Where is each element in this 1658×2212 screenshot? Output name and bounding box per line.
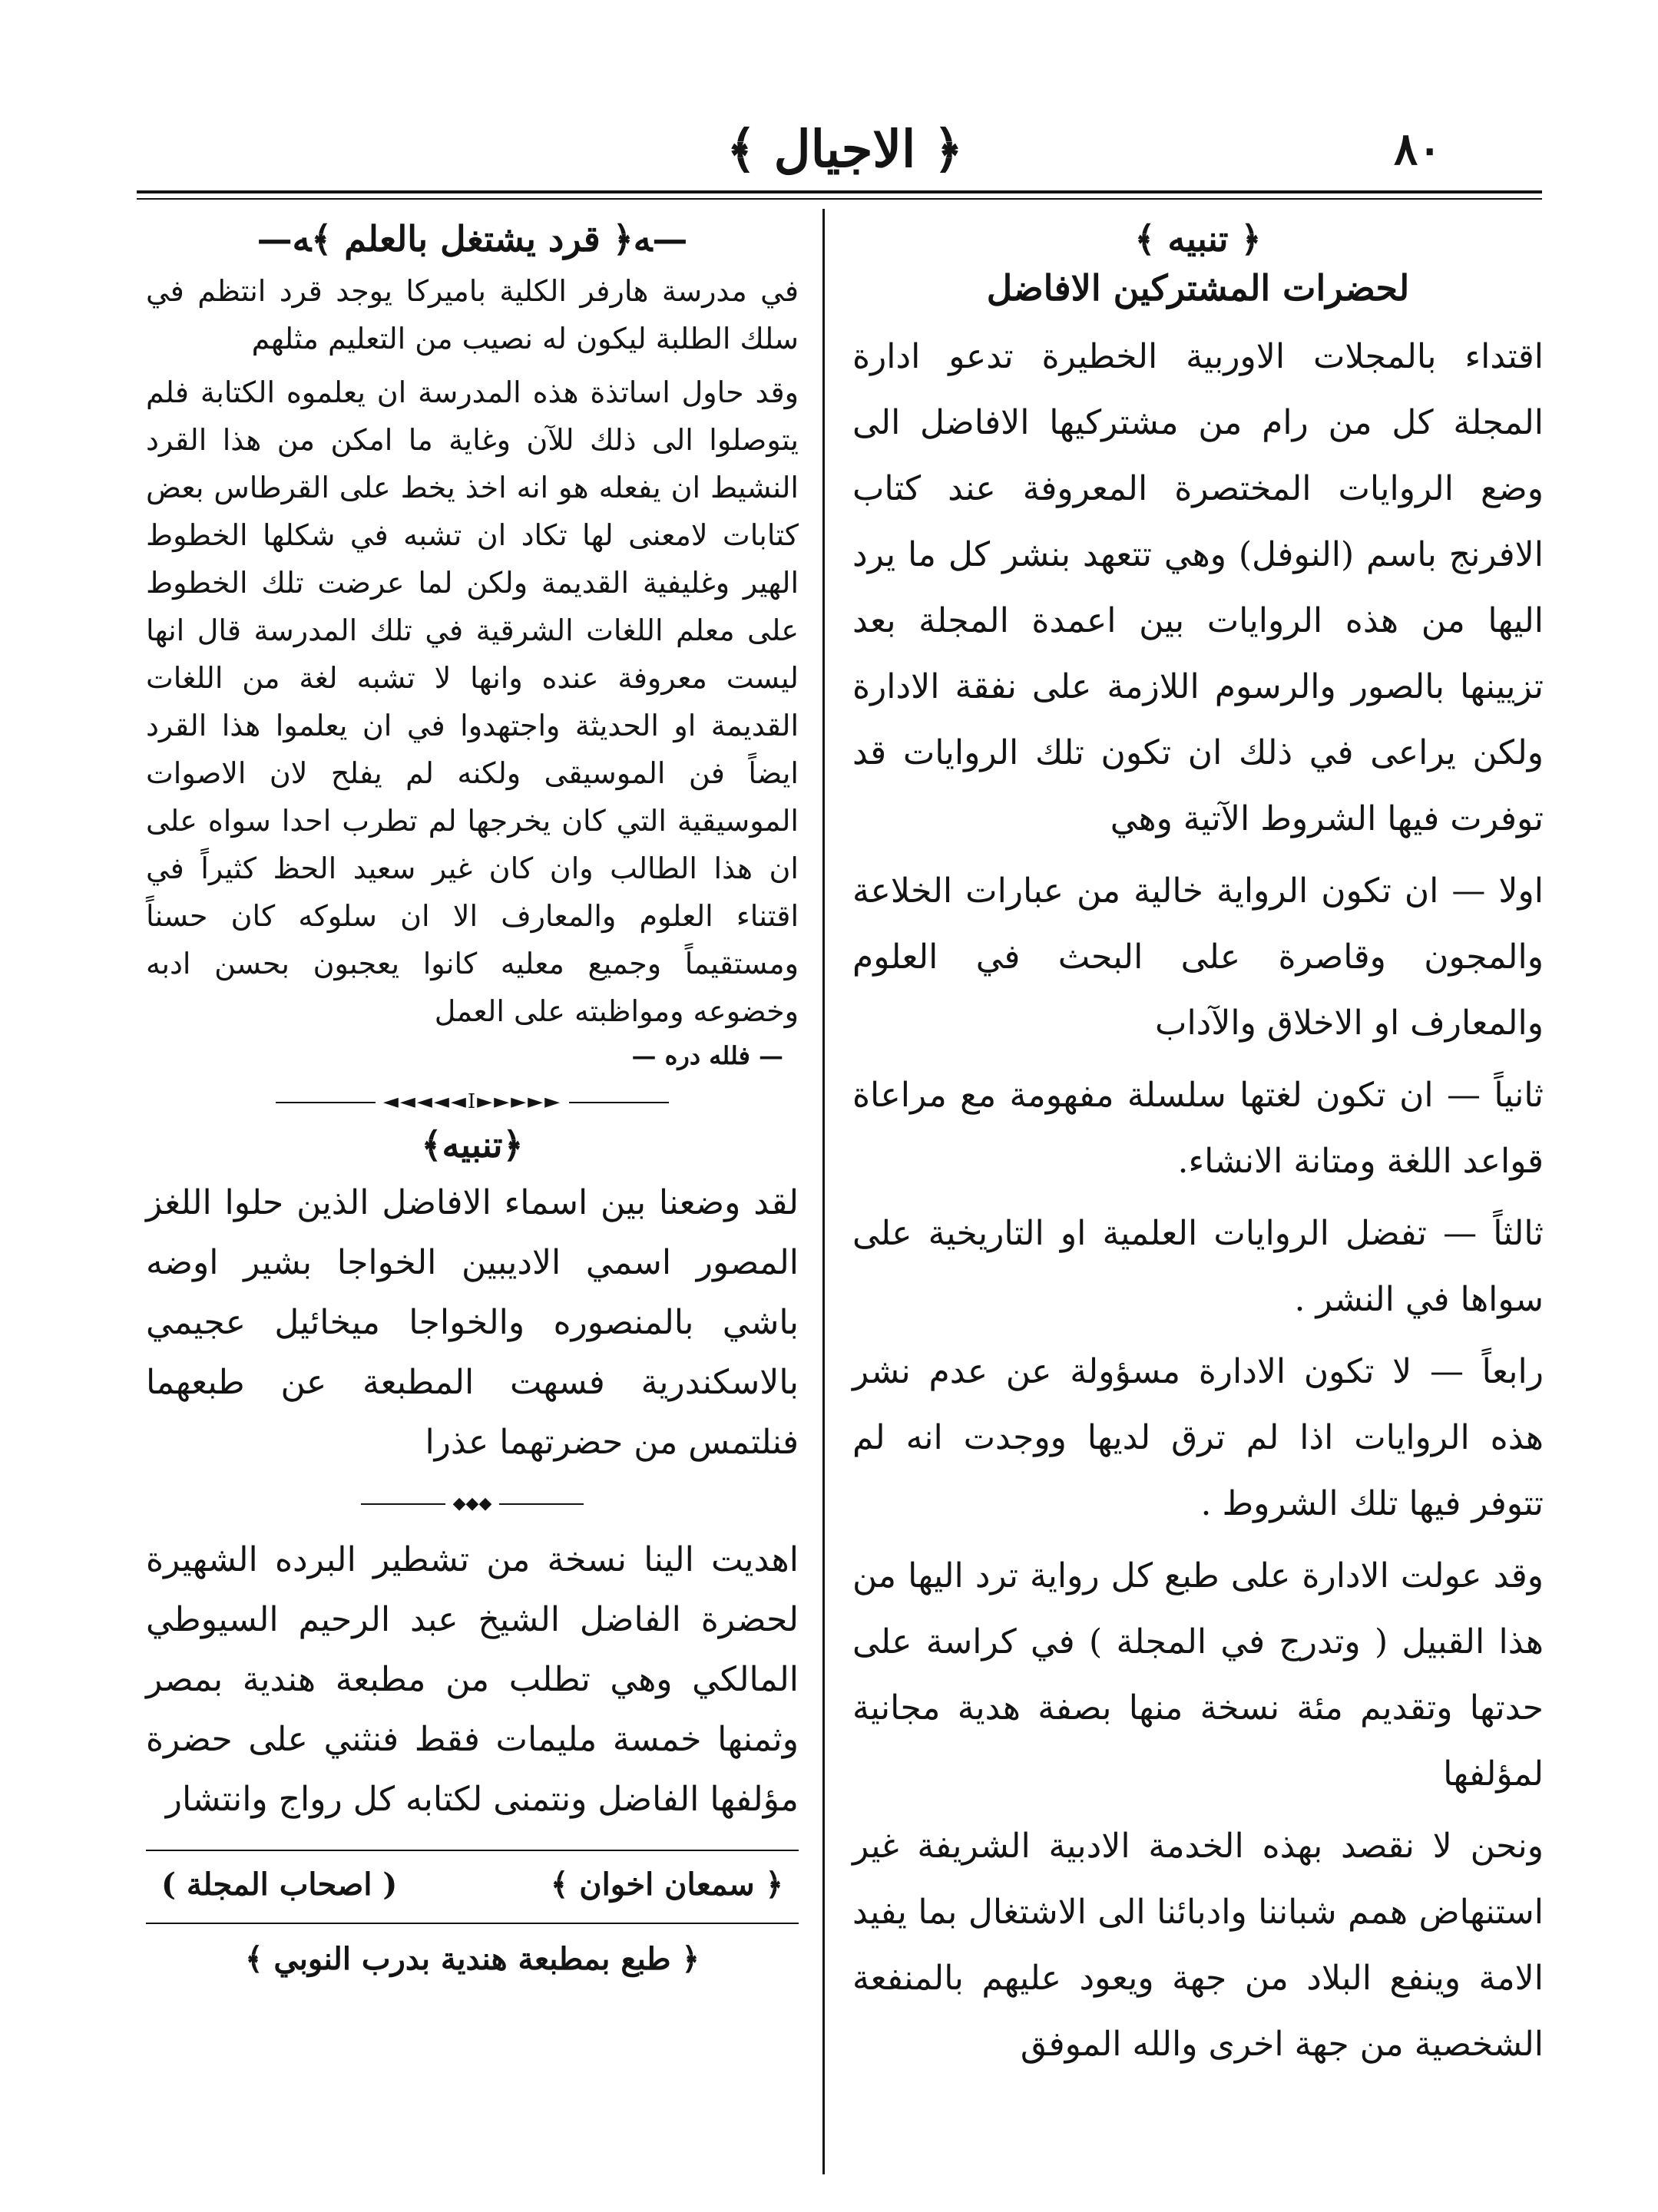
right-column — [852, 207, 1544, 2084]
owners-signature: ( اصحاب المجلة ) — [161, 1866, 398, 1903]
divider-ornament-glyphs: ◆◆◆ — [452, 1494, 492, 1513]
correction-paragraph: لقد وضعنا بين اسماء الافاضل الذين حلوا اللغز المصور اسمي الاديبين الخواجا بشير اوضه باشي بالمنصوره والخواجا ميخائيل عجيمي بالاسكندرية فسهت المطبعة عن طبعهما فنلتمس من حضرتهما عذرا — [146, 1183, 799, 1462]
signatures — [146, 1866, 799, 1903]
journal-title: ﴿ الاجيال ﴾ — [726, 119, 964, 179]
printer-footer: ﴿ طبع بمطبعة هندية بدرب النوبي ﴾ — [245, 1941, 700, 1977]
divider-line — [276, 1102, 376, 1103]
condition-one: اولا — ان تكون الرواية خالية من عبارات الخلاعة والمجون وقاصرة على البحث في العلوم والمعارف او الاخلاق والآداب — [852, 871, 1544, 1043]
divider-line — [499, 1503, 584, 1505]
gift-paragraph: اهديت الينا نسخة من تشطير البرده الشهيرة لحضرة الفاضل الشيخ عبد الرحيم السيوطي المالكي وهي تطلب من مطبعة هندية بمصر وثمنها خمسة مليمات فقط فنثني على حضرة مؤلفها الفاضل ونتمنى لكتابه كل رواج وانتشار — [146, 1540, 799, 1819]
footer-rule — [146, 1923, 799, 1924]
monkey-article-closing: — فلله دره — — [631, 1041, 783, 1070]
page-number: ٨٠ — [1394, 123, 1442, 175]
divider-ornament-glyphs: ►►►►►I◄◄◄◄◄ — [382, 1090, 562, 1113]
condition-two: ثانياً — ان تكون لغتها سلسلة مفهومة مع مراعاة قواعد اللغة ومتانة الانشاء. — [852, 1076, 1544, 1181]
monkey-article-paragraph: وقد حاول اساتذة هذه المدرسة ان يعلموه الكتابة فلم يتوصلوا الى ذلك للآن وغاية ما امكن من هذا القرد النشيط ان يفعله هو انه اخذ يخط على القرطاس بعض كتابات لامعنى لها تكاد ان تشبه في شكلها الخطوط الهير وغليفية القديمة ولكن لما عرضت تلك الخطوط على معلم اللغات الشرقية في تلك المدرسة قال انها ليست معروفة عنده وانها لا تشبه لغة من اللغات القديمة او الحديثة واجتهدوا في ان يعلموا هذا القرد ايضاً فن الموسيقى ولكنه لم يفلح لان الاصوات الموسيقية التي كان يخرجها لم تطرب احدا سواه على ان هذا الطالب وان كان غير سعيد الحظ كثيراً في اقتناء العلوم والمعارف الا ان سلوكه كان حسناً ومستقيماً وجميع معليه كانوا يعجبون بحسن ادبه وخضوعه ومواظبته على العمل — [146, 375, 799, 1028]
notice-heading: ﴿ تنبيه ﴾ — [1134, 218, 1262, 260]
left-column — [146, 207, 799, 1977]
condition-four: رابعاً — لا تكون الادارة مسؤولة عن عدم نشر هذه الروايات اذا لم ترق لديها ووجدت انه لم تتوفر فيها تلك الشروط . — [852, 1352, 1544, 1523]
column-divider — [822, 209, 825, 2174]
monkey-article-heading: —ﻪ﴿ قرد يشتغل بالعلم ﴾ﻪ— — [256, 218, 688, 260]
notice-paragraph: ونحن لا نقصد بهذه الخدمة الادبية الشريفة غير استنهاض همم شباننا وادبائنا الى الاشتغال بما يفيد الامة وينفع البلاد من جهة ويعود عليهم بالمنفعة الشخصية من جهة اخرى والله الموفق — [852, 1827, 1544, 2064]
notice-paragraph: وقد عولت الادارة على طبع كل رواية ترد اليها من هذا القبيل ( وتدرج في المجلة ) في كراسة على حدتها وتقديم مئة نسخة منها بصفة هدية مجانية لمؤلفها — [852, 1556, 1544, 1794]
section-divider — [146, 1090, 799, 1113]
header-rule-thick — [137, 190, 1542, 193]
header-rule-thin — [137, 198, 1542, 200]
monkey-article-paragraph: في مدرسة هارفر الكلية باميركا يوجد قرد انتظم في سلك الطلبة ليكون له نصيب من التعليم مثلهم — [146, 274, 799, 355]
publisher-signature: ﴿ سمعان اخوان ﴾ — [550, 1866, 783, 1903]
correction-heading: ﴿تنبيه﴾ — [421, 1124, 524, 1166]
divider-line — [569, 1102, 669, 1103]
notice-subheading: لحضرات المشتركين الافاضل — [986, 267, 1410, 309]
condition-three: ثالثاً — تفضل الروايات العلمية او التاريخية على سواها في النشر . — [852, 1214, 1544, 1319]
divider-line — [361, 1503, 445, 1505]
signature-rule — [146, 1850, 799, 1851]
section-divider — [146, 1494, 799, 1513]
notice-paragraph: اقتداء بالمجلات الاوربية الخطيرة تدعو ادارة المجلة كل من رام من مشتركيها الافاضل الى وضع الروايات المختصرة المعروفة عند كتاب الافرنج باسم (النوفل) وهي تتعهد بنشر كل ما يرد اليها من هذه الروايات بين اعمدة المجلة بعد تزيينها بالصور والرسوم اللازمة على نفقة الادارة ولكن يراعى في ذلك ان تكون تلك الروايات قد توفرت فيها الشروط الآتية وهي — [852, 337, 1544, 838]
